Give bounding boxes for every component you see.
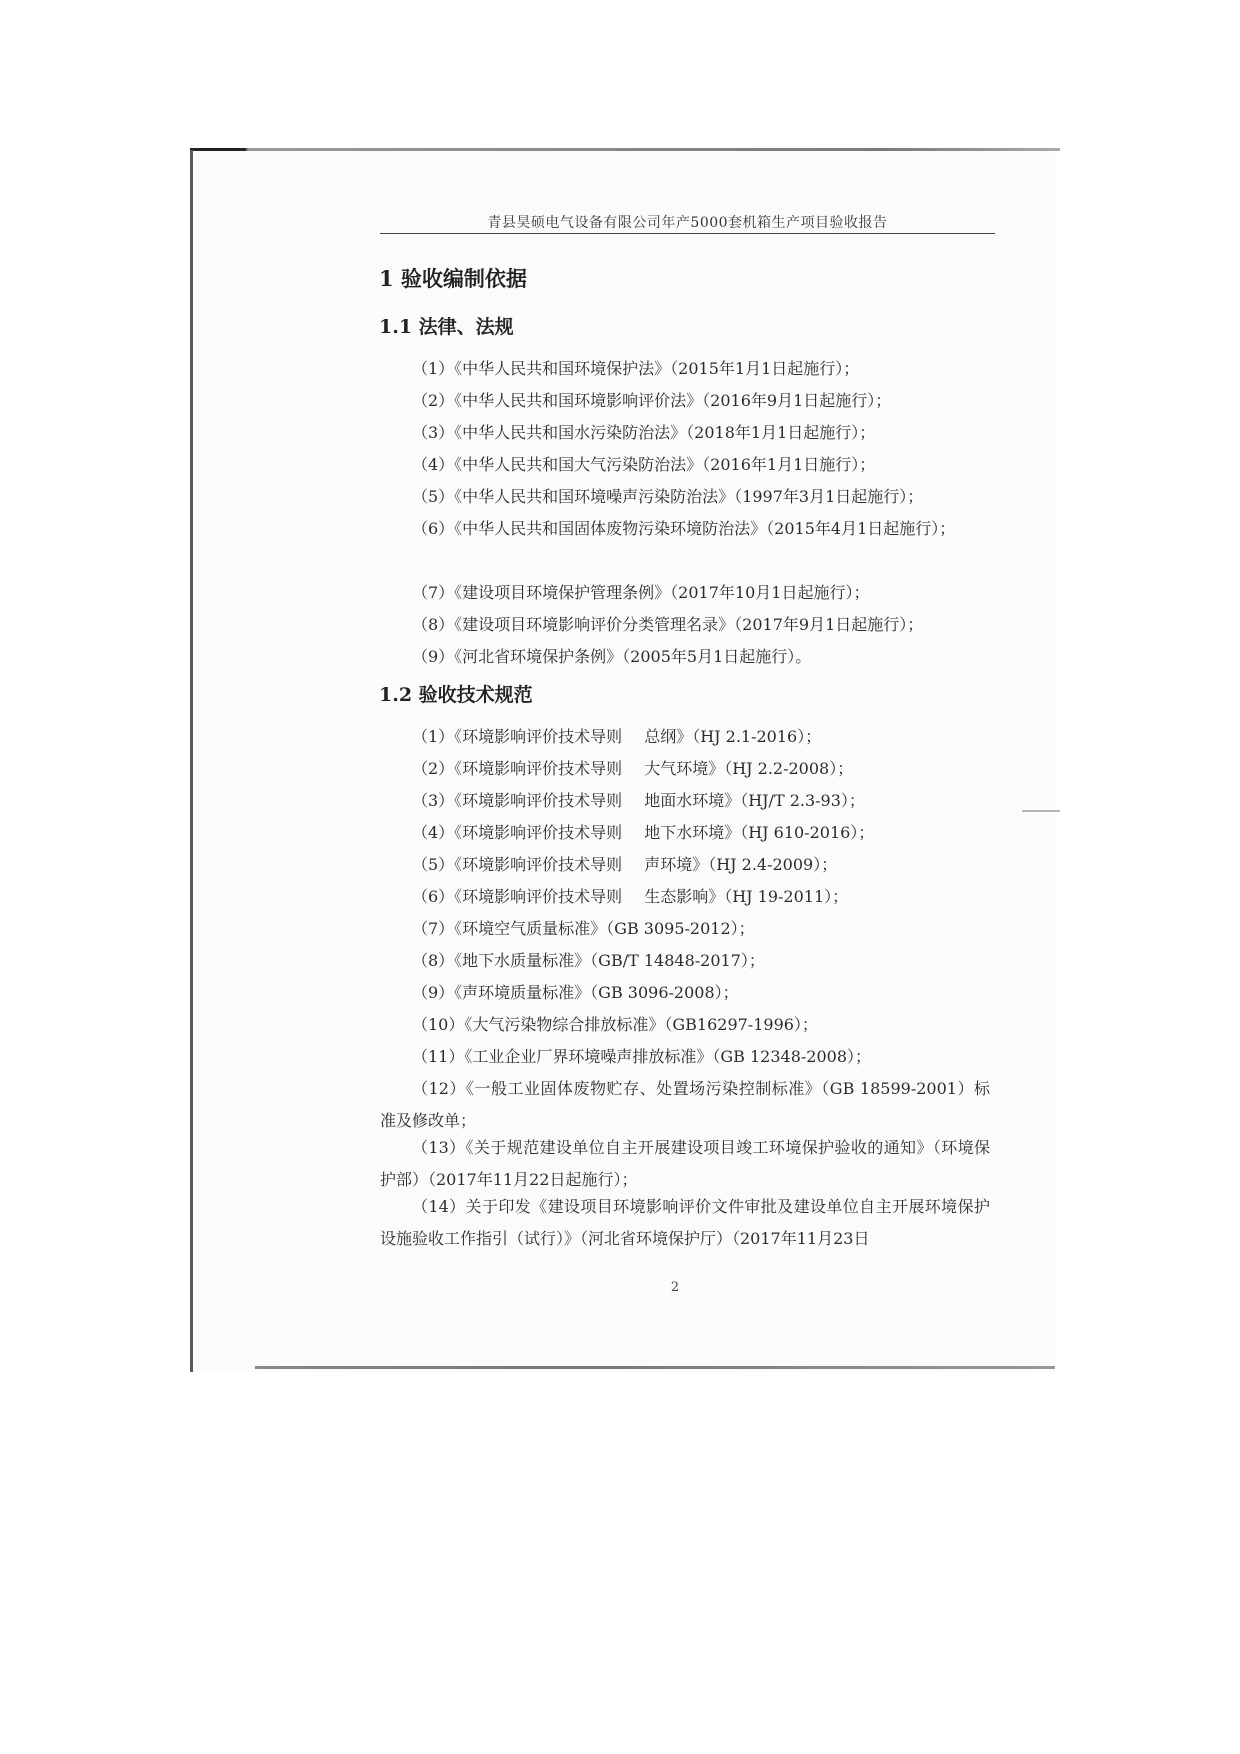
standard-item: （12）《一般工业固体废物贮存、处置场污染控制标准》（GB 18599-2001）标准及修改单； (380, 1079, 990, 1130)
guide-item-title: （3）《环境影响评价技术导则 (412, 791, 623, 810)
guide-item (380, 881, 990, 913)
scan-bottom-edge (255, 1366, 1055, 1369)
page-header: 青县昊硕电气设备有限公司年产5000套机箱生产项目验收报告 (487, 215, 888, 231)
scan-top-edge (190, 148, 1060, 151)
guide-item-topic: 大气环境》（HJ 2.2-2008）； (644, 759, 854, 778)
standard-item: （10）《大气污染物综合排放标准》（GB16297-1996）； (412, 1015, 818, 1034)
guide-item-title: （6）《环境影响评价技术导则 (412, 887, 623, 906)
law-item: （9）《河北省环境保护条例》（2005年5月1日起施行）。 (412, 647, 812, 666)
guide-item-title: （4）《环境影响评价技术导则 (412, 823, 623, 842)
header-rule (380, 233, 995, 234)
guide-item (380, 785, 990, 817)
law-item: （1）《中华人民共和国环境保护法》（2015年1月1日起施行）； (412, 359, 860, 378)
section-heading-1: 1 验收编制依据 (379, 266, 527, 291)
law-item: （6）《中华人民共和国固体废物污染环境防治法》（2015年4月1日起施行）； (412, 519, 956, 538)
guide-item (380, 753, 990, 785)
guide-item-title: （1）《环境影响评价技术导则 (412, 727, 623, 746)
standard-item: （11）《工业企业厂界环境噪声排放标准》（GB 12348-2008）； (412, 1047, 872, 1066)
standard-item: （9）《声环境质量标准》（GB 3096-2008）； (412, 983, 739, 1002)
standard-item: （7）《环境空气质量标准》（GB 3095-2012）； (412, 919, 755, 938)
standard-item: （14）关于印发《建设项目环境影响评价文件审批及建设单位自主开展环境保护设施验收工作指引（试行）》（河北省环境保护厅）（2017年11月23日 (380, 1197, 990, 1248)
guide-item-title: （5）《环境影响评价技术导则 (412, 855, 623, 874)
law-item: （2）《中华人民共和国环境影响评价法》（2016年9月1日起施行）； (412, 391, 892, 410)
section-heading-1-2: 1.2 验收技术规范 (379, 684, 533, 706)
law-item: （4）《中华人民共和国大气污染防治法》（2016年1月1日施行）； (412, 455, 876, 474)
scan-right-mark (1022, 810, 1060, 812)
standard-item: （8）《地下水质量标准》（GB/T 14848-2017）； (412, 951, 765, 970)
scan-left-edge (190, 150, 193, 1372)
law-item: （5）《中华人民共和国环境噪声污染防治法》（1997年3月1日起施行）； (412, 487, 924, 506)
law-item: （7）《建设项目环境保护管理条例》（2017年10月1日起施行）； (412, 583, 870, 602)
page-number: 2 (670, 1280, 680, 1295)
guide-item-topic: 地下水环境》（HJ 610-2016）； (644, 823, 875, 842)
guide-item (380, 817, 990, 849)
guide-item (380, 721, 990, 753)
guide-item-topic: 声环境》（HJ 2.4-2009）； (644, 855, 838, 874)
guide-item-title: （2）《环境影响评价技术导则 (412, 759, 623, 778)
guide-item-topic: 地面水环境》（HJ/T 2.3-93）； (644, 791, 865, 810)
law-item: （3）《中华人民共和国水污染防治法》（2018年1月1日起施行）； (412, 423, 876, 442)
guide-item-topic: 生态影响》（HJ 19-2011）； (644, 887, 849, 906)
standard-item: （13）《关于规范建设单位自主开展建设项目竣工环境保护验收的通知》（环境保护部）（2017年11月22日起施行）； (380, 1138, 990, 1189)
section-heading-1-1: 1.1 法律、法规 (379, 316, 514, 338)
guide-item-topic: 总纲》（HJ 2.1-2016）； (644, 727, 822, 746)
law-item: （8）《建设项目环境影响评价分类管理名录》（2017年9月1日起施行）； (412, 615, 924, 634)
guide-item (380, 849, 990, 881)
